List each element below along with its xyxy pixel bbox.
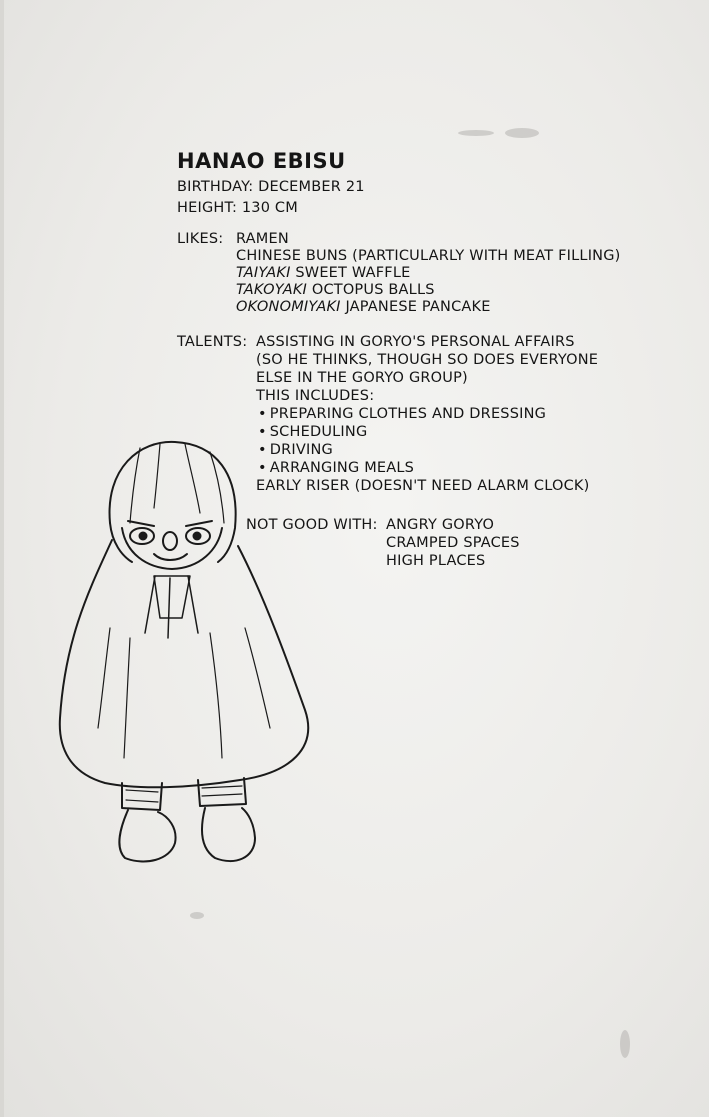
talents-line: ASSISTING IN GORYO'S PERSONAL AFFAIRS	[256, 334, 575, 350]
character-illustration	[50, 428, 320, 888]
character-name: HANAO EBISU	[177, 149, 346, 173]
likes-item: TAIYAKI SWEET WAFFLE	[236, 265, 411, 281]
not-good-item: ANGRY GORYO	[386, 517, 495, 533]
talents-bullet: • SCHEDULING	[258, 423, 367, 441]
talents-label: TALENTS:	[177, 334, 248, 350]
paper-smudge	[620, 1030, 630, 1058]
talents-line: THIS INCLUDES:	[256, 388, 375, 404]
talents-bullet: • ARRANGING MEALS	[258, 459, 414, 477]
birthday-line: BIRTHDAY: DECEMBER 21	[177, 179, 365, 195]
likes-item: CHINESE BUNS (PARTICULARLY WITH MEAT FILLING)	[236, 248, 621, 264]
talents-bullet: • DRIVING	[258, 441, 333, 459]
talents-line: (SO HE THINKS, THOUGH SO DOES EVERYONE	[256, 352, 599, 368]
likes-label: LIKES:	[177, 231, 224, 247]
not-good-item: CRAMPED SPACES	[386, 535, 520, 551]
not-good-label: NOT GOOD WITH:	[246, 517, 378, 533]
talents-line: ELSE IN THE GORYO GROUP)	[256, 370, 468, 386]
likes-item: RAMEN	[236, 231, 289, 247]
talents-extra: EARLY RISER (DOESN'T NEED ALARM CLOCK)	[256, 478, 590, 494]
likes-item: TAKOYAKI OCTOPUS BALLS	[236, 282, 435, 298]
talents-bullet: • PREPARING CLOTHES AND DRESSING	[258, 405, 546, 423]
page-edge	[0, 0, 4, 1117]
paper-smudge	[505, 128, 539, 138]
likes-item: OKONOMIYAKI JAPANESE PANCAKE	[236, 299, 491, 315]
paper-smudge	[190, 912, 204, 919]
paper-smudge	[458, 130, 494, 136]
height-line: HEIGHT: 130 CM	[177, 200, 298, 216]
not-good-item: HIGH PLACES	[386, 553, 486, 569]
